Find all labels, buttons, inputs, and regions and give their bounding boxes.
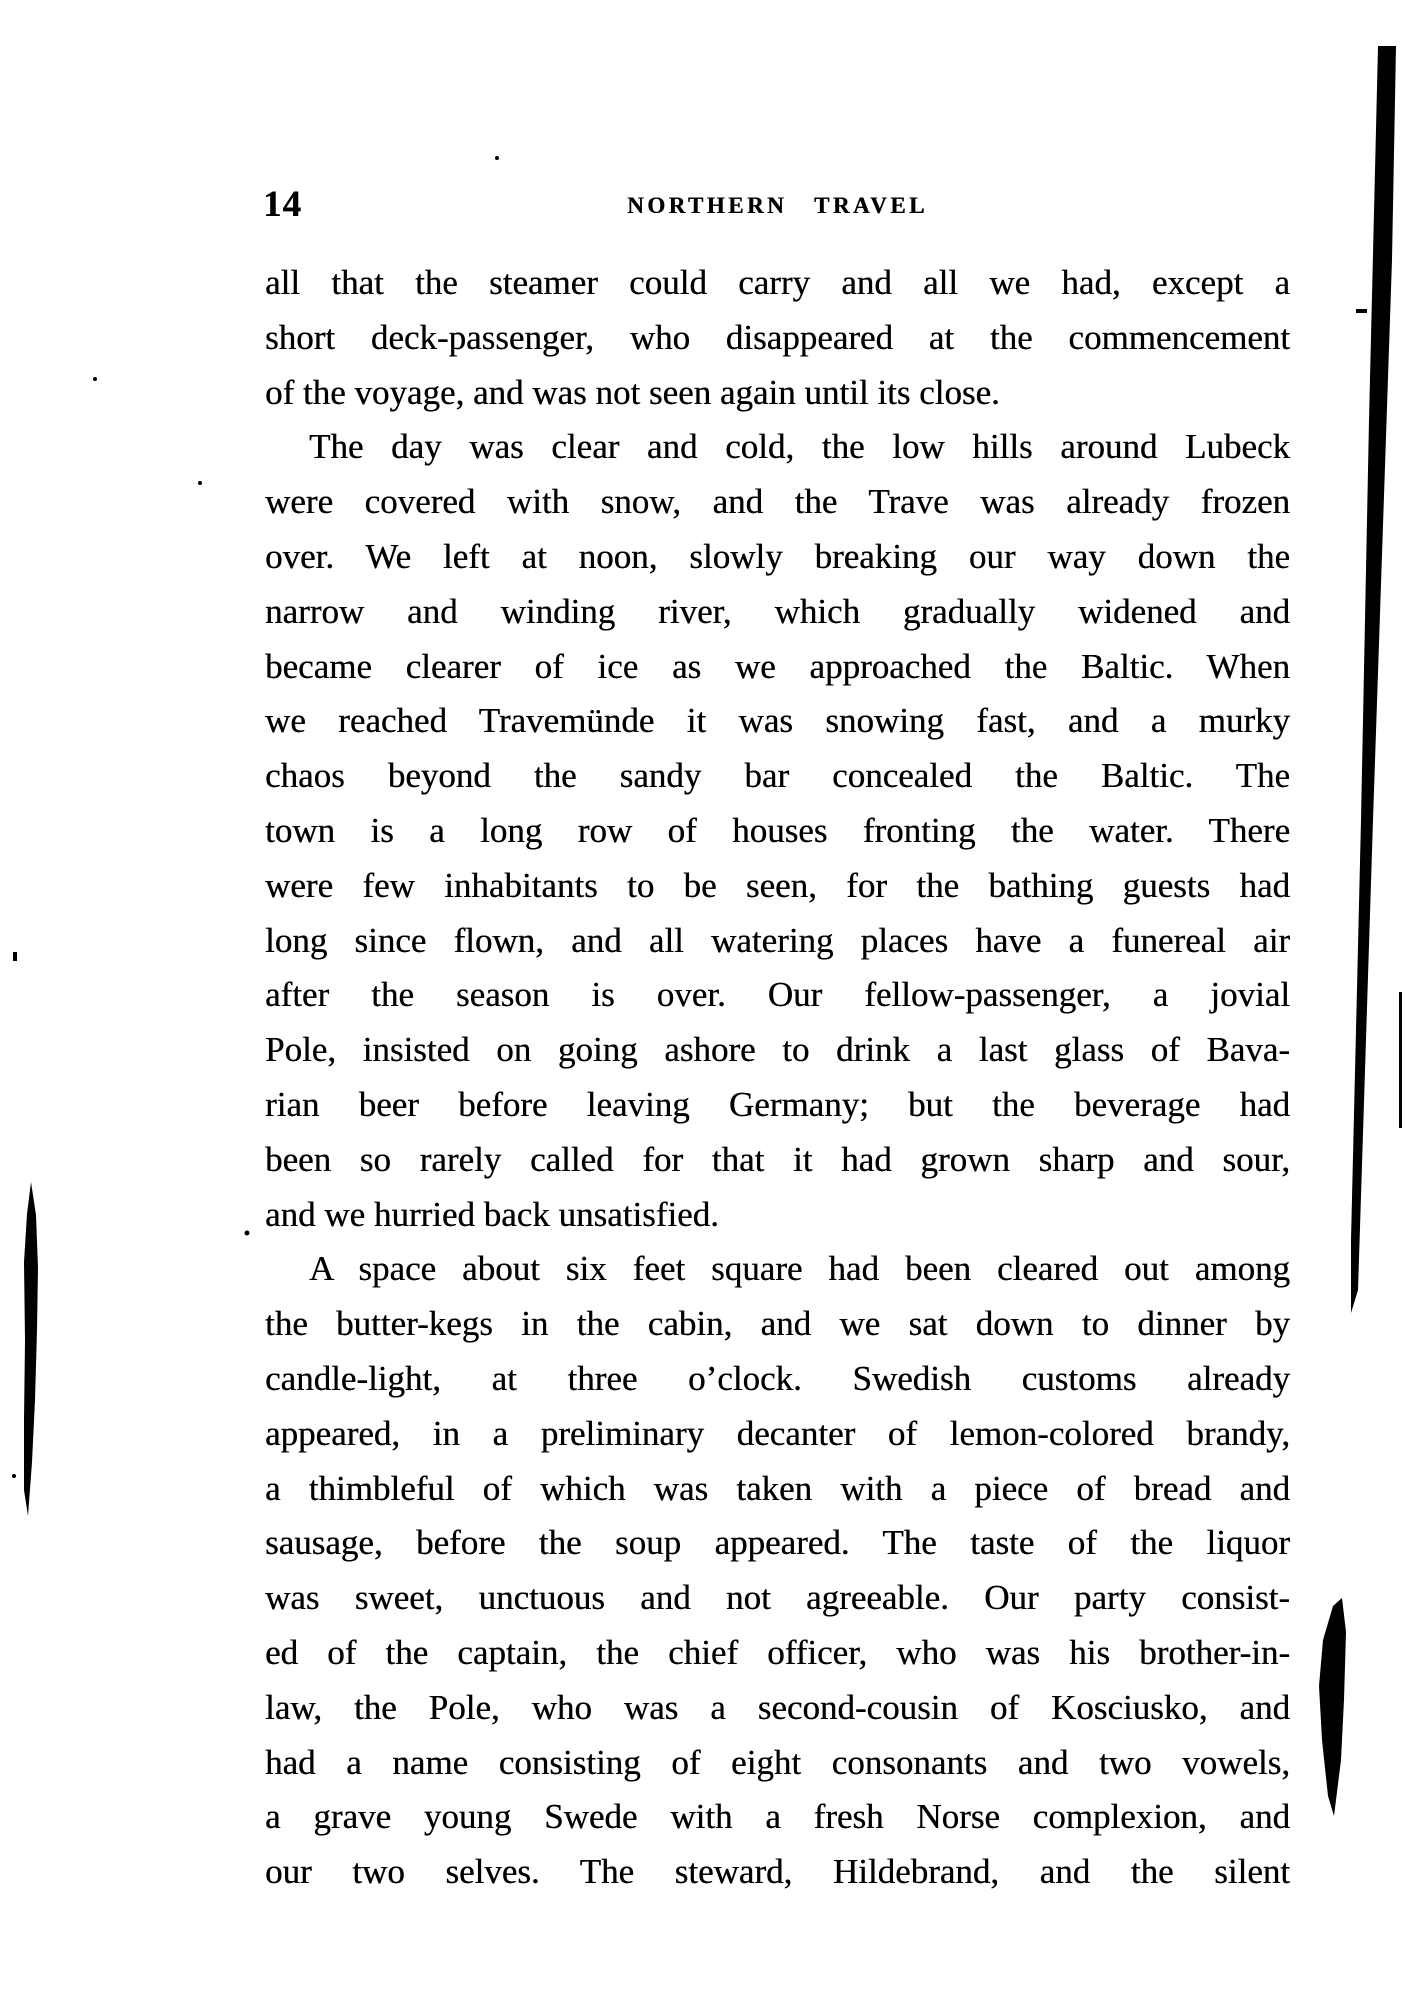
text-line: after the season is over. Our fellow-passenger, a jovial — [265, 975, 1290, 1015]
text-line: short deck-passenger, who disappeared at the commencement — [265, 317, 1290, 357]
text-line: town is a long row of houses fronting the water. There — [265, 810, 1290, 850]
text-line: narrow and winding river, which gradually widened and — [265, 591, 1290, 631]
text-line: appeared, in a preliminary decanter of lemon-colored brandy, — [265, 1413, 1290, 1453]
ink-dash-speck — [1356, 309, 1367, 313]
left-edge-tick-speck — [13, 952, 17, 961]
text-line: long since flown, and all watering places have a funereal air — [265, 920, 1290, 960]
text-line: a thimbleful of which was taken with a piece of bread and — [265, 1468, 1290, 1508]
ink-speck — [245, 1231, 250, 1236]
text-line: ed of the captain, the chief officer, who was his brother-in- — [265, 1632, 1290, 1672]
text-line: were covered with snow, and the Trave was already frozen — [265, 482, 1290, 522]
text-line: a grave young Swede with a fresh Norse complexion, and — [265, 1797, 1290, 1837]
text-line: our two selves. The steward, Hildebrand, and the silent — [265, 1852, 1290, 1892]
text-line: law, the Pole, who was a second-cousin of Kosciusko, and — [265, 1687, 1290, 1727]
text-line: of the voyage, and was not seen again until its close. — [265, 372, 1000, 412]
running-header: NORTHERN TRAVEL — [627, 193, 928, 218]
text-line: been so rarely called for that it had grown sharp and sour, — [265, 1139, 1290, 1179]
text-line: became clearer of ice as we approached the Baltic. When — [265, 646, 1290, 686]
text-line: Pole, insisted on going ashore to drink a last glass of Bava- — [265, 1030, 1290, 1070]
text-line: had a name consisting of eight consonants and two vowels, — [265, 1742, 1290, 1782]
text-line: The day was clear and cold, the low hills around Lubeck — [309, 427, 1290, 467]
ink-speck — [495, 156, 499, 160]
text-line: was sweet, unctuous and not agreeable. Our party consist- — [265, 1578, 1290, 1618]
text-line: A space about six feet square had been cleared out among — [309, 1249, 1290, 1289]
page-number: 14 — [263, 184, 302, 225]
right-edge-hairline — [1399, 992, 1402, 1128]
text-line: we reached Travemünde it was snowing fast, and a murky — [265, 701, 1290, 741]
ink-speck — [198, 481, 202, 485]
text-line: and we hurried back unsatisfied. — [265, 1194, 719, 1234]
text-line: were few inhabitants to be seen, for the bathing guests had — [265, 865, 1290, 905]
ink-speck — [12, 1474, 16, 1478]
text-line: over. We left at noon, slowly breaking our way down the — [265, 536, 1290, 576]
text-line: all that the steamer could carry and all we had, except a — [265, 263, 1290, 302]
text-line: candle-light, at three o’clock. Swedish customs already — [265, 1358, 1290, 1398]
right-lower-ink-blob — [1319, 1598, 1346, 1816]
ink-speck — [93, 377, 97, 381]
left-edge-ink-streak — [24, 1182, 38, 1516]
text-line: sausage, before the soup appeared. The taste of the liquor — [265, 1523, 1290, 1563]
text-line: rian beer before leaving Germany; but the beverage had — [265, 1084, 1290, 1124]
right-edge-ink-bar — [1351, 46, 1396, 1313]
text-line: chaos beyond the sandy bar concealed the Baltic. The — [265, 756, 1290, 796]
text-line: the butter-kegs in the cabin, and we sat down to dinner by — [265, 1304, 1290, 1344]
page-text — [265, 256, 1290, 1900]
